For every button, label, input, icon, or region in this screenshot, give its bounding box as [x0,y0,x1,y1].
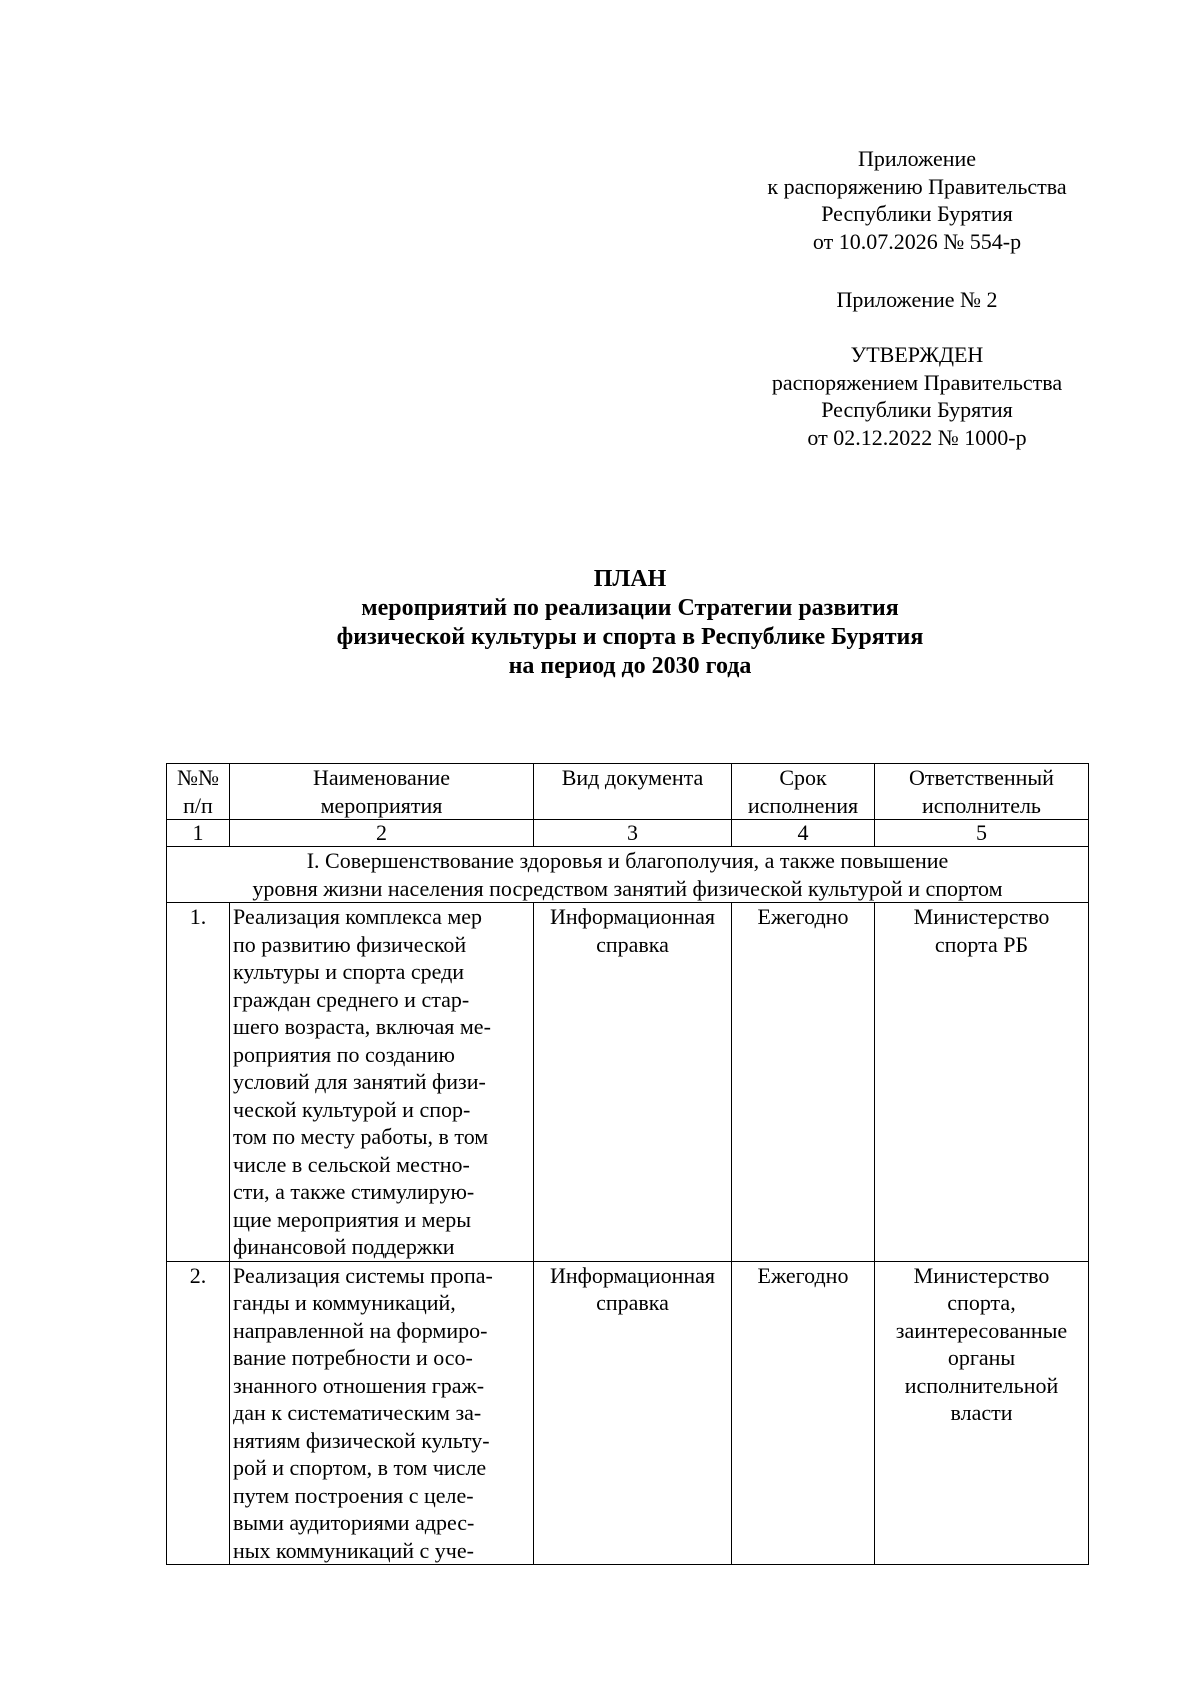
header-doc-type [534,764,732,820]
header-text: исполнитель [922,792,1041,818]
row-doc-line: Информационная [549,904,716,929]
header-text: исполнения [747,792,859,818]
column-number: 4 [732,820,875,847]
header-number [167,764,230,820]
annex-number [742,286,1092,314]
row-name-line: нятиям физической культу- [233,1427,490,1453]
document-title [160,565,1100,681]
table-row [167,903,1089,1262]
approval-stamp-line: от 02.12.2022 № 1000-р [807,424,1027,450]
section-heading [167,847,1089,903]
annex-stamp-line: Республики Бурятия [821,201,1013,226]
column-number-row [167,820,1089,847]
row-number: 1. [167,903,230,1262]
row-name-line: числе в сельской местно- [233,1151,470,1177]
annex-stamp-line: Приложение [857,146,977,171]
row-name-line: Реализация системы пропа- [233,1262,493,1288]
row-name-line: условий для занятий физи- [233,1069,486,1094]
approval-stamp-line: Республики Бурятия [821,397,1013,422]
row-doc-line: справка [596,1290,669,1315]
row-responsible-line: спорта РБ [934,931,1029,957]
annex-stamp-line: от 10.07.2026 № 554-р [812,228,1022,254]
table-header-row [167,764,1089,820]
row-name-line: ческой культурой и спор- [233,1096,471,1122]
title-line: физической культуры и спорта в Республике Бурятия [336,624,924,650]
row-name-line: финансовой поддержки [233,1234,455,1259]
column-number: 1 [167,820,230,847]
column-number: 2 [230,820,534,847]
row-name-line: выми аудиториями адрес- [233,1510,475,1535]
header-text: Вид документа [561,765,704,790]
row-name-line: граждан среднего и стар- [233,986,470,1012]
row-name-line: знанного отношения граж- [233,1372,485,1398]
row-number: 2. [167,1261,230,1565]
section-line: уровня жизни населения посредством занятий физической культурой и спортом [252,875,1003,901]
row-responsible-line: спорта, [947,1290,1016,1315]
approval-stamp-line: распоряжением Правительства [771,369,1063,395]
header-term [732,764,875,820]
row-term: Ежегодно [732,903,875,1262]
row-name [230,1261,534,1565]
header-text: Ответственный [909,765,1054,790]
header-text: Наименование [312,765,451,790]
row-doc-type [534,1261,732,1565]
row-doc-line: Информационная [549,1262,716,1288]
row-responsible-line: исполнительной [904,1372,1059,1398]
row-responsible-line: Министерство [913,1262,1050,1288]
row-name-line: рой и спортом, в том числе [233,1455,487,1480]
section-line: I. Совершенствование здоровья и благополучия, а также повышение [306,848,949,873]
section-row [167,847,1089,903]
row-name-line: роприятия по созданию [233,1041,455,1067]
header-text: мероприятия [320,792,443,818]
row-name-line: по развитию физической [233,931,467,957]
header-responsible [875,764,1089,820]
row-name-line: культуры и спорта среди [233,959,465,984]
row-responsible-line: Министерство [913,904,1050,929]
row-responsible-line: власти [950,1400,1013,1425]
row-doc-line: справка [596,931,669,957]
row-name-line: ных коммуникаций с уче- [233,1537,474,1563]
approval-stamp [742,341,1092,451]
title-line: ПЛАН [593,566,667,592]
row-name-line: ганды и коммуникаций, [233,1290,456,1315]
header-text: №№ [177,765,219,790]
header-text: Срок [779,765,827,790]
header-text: п/п [183,792,213,818]
row-doc-type [534,903,732,1262]
row-name-line: вание потребности и осо- [233,1345,473,1370]
title-line: мероприятий по реализации Стратегии развития [361,595,899,621]
column-number: 5 [875,820,1089,847]
header-name [230,764,534,820]
approval-stamp-line: УТВЕРЖДЕН [850,342,984,367]
row-responsible [875,1261,1089,1565]
table-row [167,1261,1089,1565]
row-name-line: том по месту работы, в том [233,1124,489,1149]
annex-stamp [742,145,1092,255]
row-name-line: направленной на формиро- [233,1317,488,1343]
row-responsible-line: заинтересованные [895,1317,1068,1343]
row-term: Ежегодно [732,1261,875,1565]
row-name [230,903,534,1262]
annex-stamp-line: к распоряжению Правительства [767,173,1067,199]
plan-table [166,763,1089,1565]
row-responsible-line: органы [947,1345,1016,1370]
row-name-line: щие мероприятия и меры [233,1206,472,1232]
row-name-line: дан к систематическим за- [233,1400,482,1425]
row-name-line: Реализация комплекса мер [233,904,483,929]
title-line: на период до 2030 года [508,653,752,679]
row-responsible [875,903,1089,1262]
column-number: 3 [534,820,732,847]
row-name-line: путем построения с целе- [233,1482,474,1508]
row-name-line: сти, а также стимулирую- [233,1179,475,1204]
annex-number-text: Приложение № 2 [836,287,998,312]
row-name-line: шего возраста, включая ме- [233,1014,491,1039]
